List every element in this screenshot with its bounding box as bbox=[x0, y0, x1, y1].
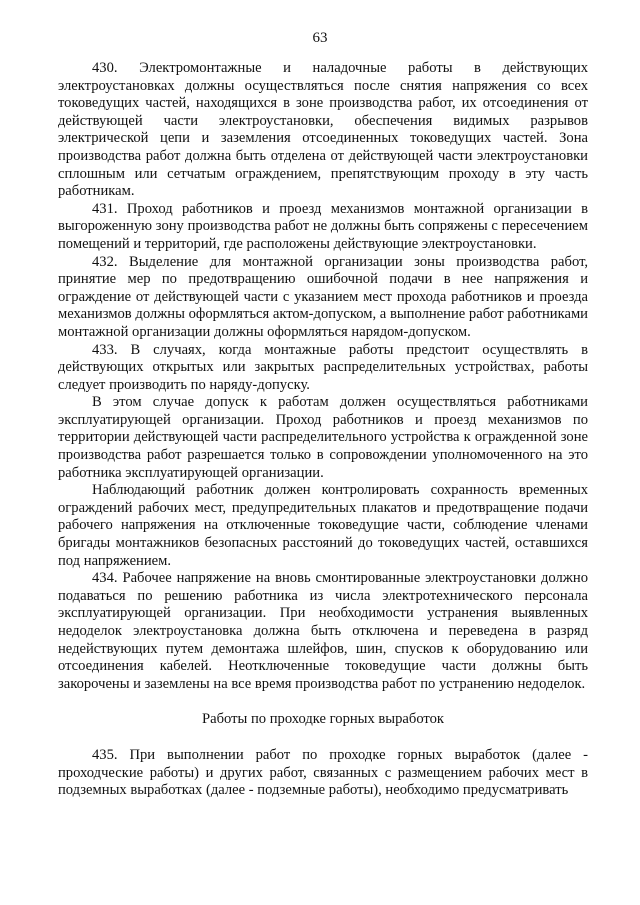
paragraph-434: 434. Рабочее напряжение на вновь смонтированные электроустановки должно подаваться по решению работника из числа электротехнического персонала эксплуатирующей организации. При необходимости устранения выявленных недоделок электроустановка должна быть отключена и переведена в разряд недействующих путем демонтажа шлейфов, шин, спусков к оборудованию или отсоединения кабелей. Неотключенные токоведущие части должны быть закорочены и заземлены на все время производства работ по устранению недоделок. bbox=[58, 570, 588, 692]
paragraph-432: 432. Выделение для монтажной организации зоны производства работ, принятие мер по предотвращению ошибочной подачи в нее напряжения и ограждение от действующей части с указанием мест прохода работников и проезда механизмов должны оформляться актом-допуском, а выполнение работ работниками монтажной организации должны оформляться нарядом-допуском. bbox=[58, 253, 588, 340]
paragraph-433: 433. В случаях, когда монтажные работы предстоит осуществлять в действующих открытых или закрытых распределительных устройствах, работы следует производить по наряду-допуску. bbox=[58, 341, 588, 393]
section-heading: Работы по проходке горных выработок bbox=[202, 711, 444, 728]
paragraph-435: 435. При выполнении работ по проходке горных выработок (далее - проходческие работы) и других работ, связанных с размещением рабочих мест в подземных выработках (далее - подземные работы), необходимо предусматривать bbox=[58, 746, 588, 799]
page-number: 63 bbox=[312, 30, 328, 46]
document-body bbox=[58, 60, 588, 800]
paragraph-433-observer: Наблюдающий работник должен контролировать сохранность временных ограждений рабочих мест, предупредительных плакатов и предотвращение подачи рабочего напряжения на отключенные токоведущие части, соблюдение членами бригады монтажников безопасных расстояний до токоведущих частей, оставшихся под напряжением. bbox=[58, 482, 588, 569]
paragraph-430: 430. Электромонтажные и наладочные работы в действующих электроустановках должны осуществляться после снятия напряжения со всех токоведущих частей, находящихся в зоне производства работ, их отсоединения от действующей части электроустановки, обеспечения видимых разрывов электрической цепи и заземления отсоединенных токоведущих частей. Зона производства работ должна быть отделена от действующей части электроустановки сплошным или сетчатым ограждением, препятствующим проходу в эту часть работникам. bbox=[58, 60, 588, 200]
paragraph-433-admission: В этом случае допуск к работам должен осуществляться работниками эксплуатирующей организации. Проход работников и проезд механизмов по территории действующей части распределительного устройства к огражденной зоне производства работ разрешается только в сопровождении уполномоченного на это работника эксплуатирующей организации. bbox=[58, 394, 588, 481]
paragraph-431: 431. Проход работников и проезд механизмов монтажной организации в выгороженную зону производства работ не должны быть сопряжены с пересечением помещений и территорий, где расположены действующие электроустановки. bbox=[58, 200, 588, 252]
